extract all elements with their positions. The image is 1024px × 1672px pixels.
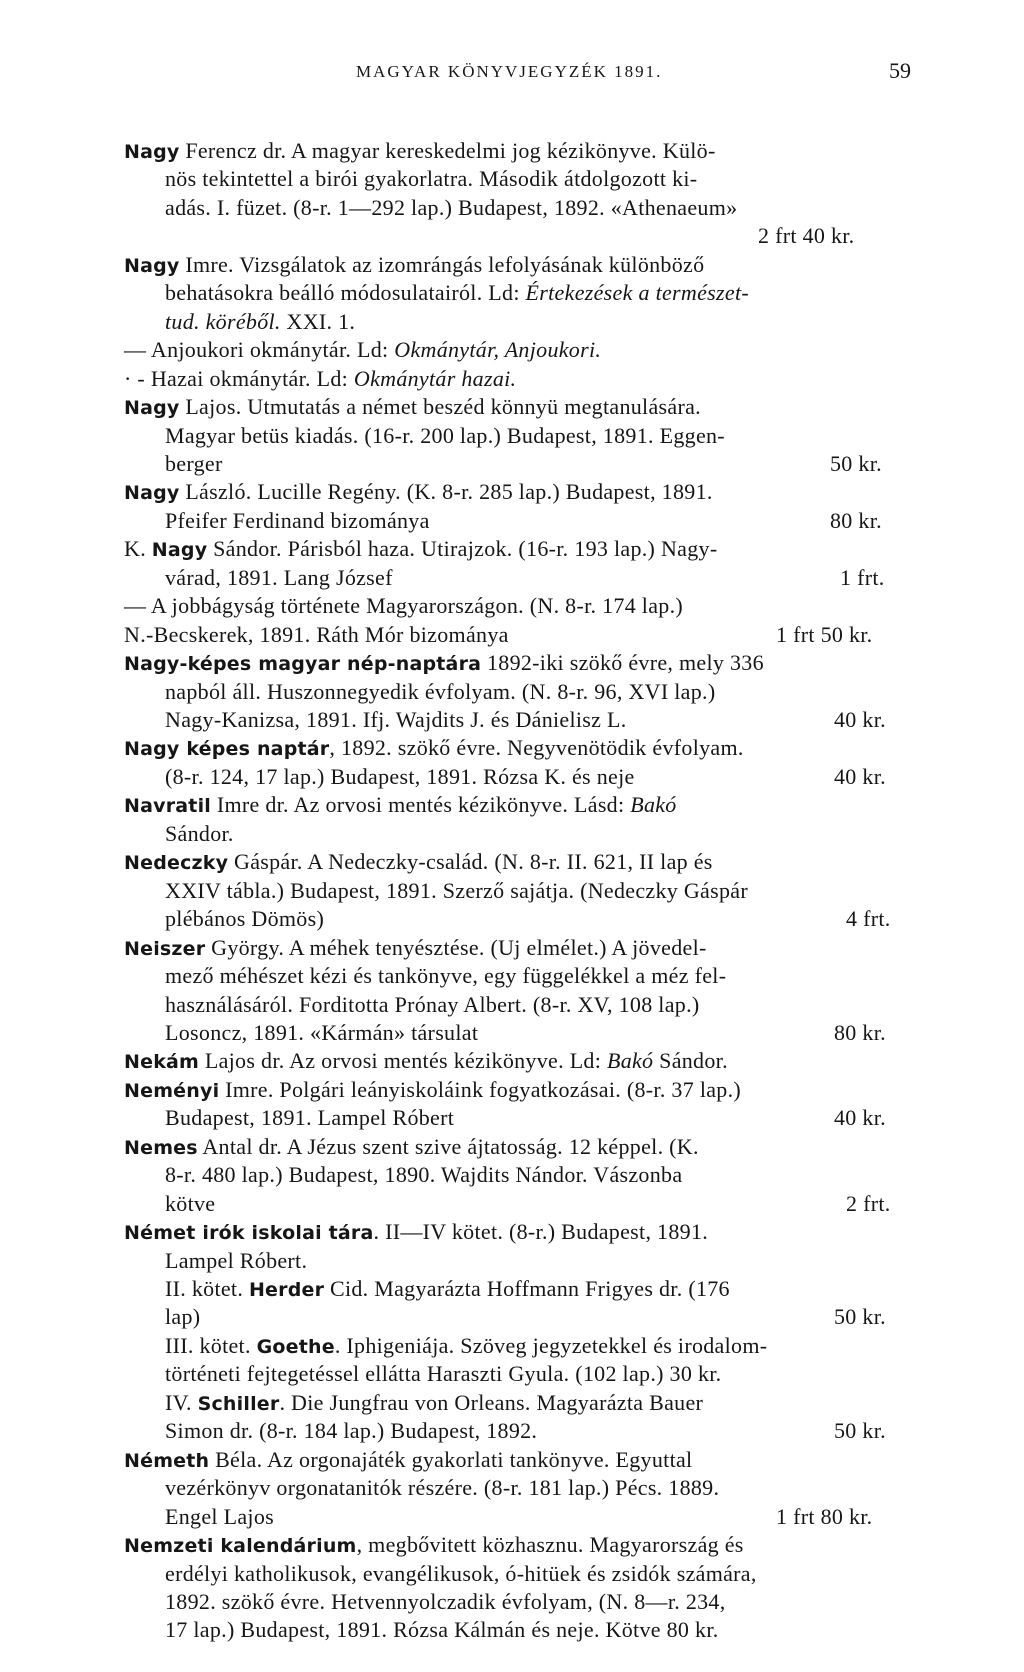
entry-keyword: Nekám — [124, 1051, 200, 1074]
text-line — [124, 848, 713, 876]
price: 50 kr. — [834, 1304, 886, 1330]
entry-keyword: Nagy — [124, 141, 180, 163]
entry-keyword: Schiller — [197, 1392, 280, 1415]
price: 40 kr. — [834, 763, 886, 789]
text-line — [124, 1076, 741, 1104]
line-text: Béla. Az orgonajáték gyakorlati tankönyve. Egyuttal — [209, 1446, 693, 1472]
running-title: MAGYAR KÖNYVJEGYZÉK 1891. — [356, 62, 663, 81]
text-line — [165, 450, 882, 478]
italic-reference: Értekezések a természet- — [525, 280, 749, 306]
text-line — [165, 1104, 886, 1132]
line-text: — A jobbágyság története Magyarországon. (N. 8-r. 174 lap.) — [124, 593, 684, 619]
italic-reference: Okmánytár hazai. — [353, 365, 517, 391]
text-line — [124, 1531, 744, 1559]
text-line — [165, 1616, 719, 1644]
entry-keyword: Nagy képes naptár — [124, 738, 330, 761]
line-text: Budapest, 1891. Lampel Róbert — [165, 1105, 455, 1131]
line-text: napból áll. Huszonnegyedik évfolyam. (N. 8-r. 96, XVI lap.) — [165, 678, 716, 704]
line-text: N.-Becskerek, 1891. Ráth Mór bizománya — [124, 621, 509, 647]
text-line — [165, 279, 749, 307]
text-line — [165, 962, 726, 990]
line-text: Lajos. Utmutatás a német beszéd könnyü megtanulására. — [179, 394, 701, 420]
line-text: . II—IV kötet. (8-r.) Budapest, 1891. — [373, 1219, 709, 1245]
line-text: Imre dr. Az orvosi mentés kézikönyve. Lásd: — [211, 792, 631, 818]
italic-reference: Bakó — [630, 792, 677, 818]
text-line — [124, 336, 601, 364]
line-text: Lajos dr. Az orvosi mentés kézikönyve. Ld: — [199, 1048, 607, 1074]
line-text: 8-r. 480 lap.) Budapest, 1890. Wajdits Nándor. Vászonba — [165, 1162, 683, 1188]
line-text: XXIV tábla.) Budapest, 1891. Szerző sajátja. (Nedeczky Gáspár — [165, 877, 748, 903]
line-text: , megbővitett közhasznu. Magyarország és — [356, 1532, 744, 1558]
text-line — [165, 165, 697, 193]
text-line — [165, 1190, 891, 1218]
line-text: Sándor. — [653, 1048, 728, 1074]
line-text: II. kötet. — [165, 1276, 249, 1301]
line-text: nös tekintettel a birói gyakorlatra. Második átdolgozott ki- — [165, 166, 698, 192]
text-line — [165, 507, 882, 535]
price: 80 kr. — [830, 507, 882, 533]
text-line — [165, 1474, 719, 1502]
entry-keyword: Nedeczky — [124, 852, 229, 875]
entry-keyword: Németh — [124, 1449, 210, 1472]
line-text: Antal dr. A Jézus szent szive ájtatosság. 12 képpel. (K. — [197, 1133, 699, 1159]
line-text: várad, 1891. Lang József — [165, 564, 393, 590]
text-line — [165, 1389, 703, 1417]
text-line — [124, 365, 516, 393]
italic-reference: Okmánytár, Anjoukori. — [394, 337, 602, 363]
line-text: . Die Jungfrau von Orleans. Magyarázta Bauer — [279, 1389, 704, 1415]
text-line — [165, 1360, 721, 1388]
line-text: Magyar betüs kiadás. (16-r. 200 lap.) Budapest, 1891. Eggen- — [165, 422, 725, 448]
price: 50 kr. — [834, 1418, 886, 1444]
text-line — [124, 649, 764, 677]
line-text: kötve — [165, 1190, 216, 1216]
line-text: (8-r. 124, 17 lap.) Budapest, 1891. Rózsa K. és neje — [165, 763, 635, 789]
text-line — [124, 734, 744, 762]
entry-keyword: Nagy-képes magyar nép-naptára — [124, 653, 482, 676]
price: 1 frt. — [840, 564, 885, 590]
text-line — [165, 194, 737, 222]
line-text: K. — [124, 536, 152, 562]
price: 2 frt. — [846, 1190, 891, 1216]
line-text: Sándor. — [165, 820, 234, 846]
price: 4 frt. — [846, 906, 891, 932]
text-line — [165, 763, 886, 791]
line-text: adás. I. füzet. (8-r. 1—292 lap.) Budapest, 1892. «Athenaeum» — [165, 194, 738, 220]
line-text: Gáspár. A Nedeczky-család. (N. 8-r. II. 621, II lap és — [228, 849, 713, 875]
text-line — [124, 251, 704, 279]
text-line — [165, 1247, 307, 1275]
line-text: plébános Dömös) — [165, 906, 325, 932]
text-line — [124, 934, 707, 962]
entry-keyword: Nemzeti kalendárium — [124, 1535, 357, 1558]
text-line — [124, 621, 873, 649]
text-line — [165, 1332, 767, 1360]
price: 50 kr. — [830, 450, 882, 476]
price: 2 frt 40 kr. — [758, 223, 855, 249]
price: 40 kr. — [834, 707, 886, 732]
price: 80 kr. — [834, 1019, 886, 1045]
text-line — [165, 820, 234, 848]
entry-keyword: Nemes — [124, 1136, 198, 1159]
line-text: IV. — [165, 1389, 198, 1415]
line-text: . Iphigeniája. Szöveg jegyzetekkel és irodalom- — [334, 1332, 768, 1358]
text-line — [165, 422, 725, 450]
line-text: történeti fejtegetéssel ellátta Haraszti Gyula. (102 lap.) 30 kr. — [165, 1361, 722, 1387]
text-line — [165, 905, 891, 933]
text-line — [165, 1560, 757, 1588]
entry-keyword: Nagy — [124, 397, 180, 420]
text-line — [165, 1275, 730, 1303]
entry-keyword: Nagy — [151, 539, 208, 562]
line-text: 1892-iki szökő évre, mely 336 — [481, 650, 764, 676]
text-line — [124, 791, 677, 819]
line-text: Losoncz, 1891. «Kármán» társulat — [165, 1019, 479, 1045]
text-line — [165, 706, 886, 734]
text-line — [165, 991, 700, 1019]
line-text: III. kötet. — [165, 1332, 257, 1358]
text-line — [124, 1446, 692, 1474]
text-line — [165, 308, 355, 336]
line-text: behatásokra beálló módosulatairól. Ld: — [165, 280, 526, 306]
price: 40 kr. — [834, 1105, 886, 1131]
line-text: Simon dr. (8-r. 184 lap.) Budapest, 1892. — [165, 1418, 538, 1444]
line-text: György. A méhek tenyésztése. (Uj elmélet.) A jövedel- — [205, 934, 707, 960]
line-text: Cid. Magyarázta Hoffmann Frigyes dr. (176 — [324, 1276, 730, 1301]
text-line — [165, 877, 748, 905]
line-text: Imre. Polgári leányiskoláink fogyatkozásai. (8-r. 37 lap.) — [219, 1076, 742, 1102]
line-text: lap) — [165, 1304, 201, 1330]
price: 1 frt 50 kr. — [776, 621, 873, 647]
entry-keyword: Navratil — [124, 795, 212, 818]
entry-keyword: Herder — [248, 1279, 325, 1301]
entry-keyword: Neményi — [124, 1079, 220, 1102]
text-line — [165, 678, 715, 706]
text-line — [165, 1019, 886, 1047]
page-number: 59 — [889, 58, 911, 83]
text-line — [165, 1503, 873, 1531]
text-line — [124, 535, 717, 563]
text-line — [124, 592, 683, 620]
line-text: Ferencz dr. A magyar kereskedelmi jog kézikönyve. Külö- — [179, 138, 716, 163]
text-line — [124, 1133, 699, 1161]
line-text: · - Hazai okmánytár. Ld: — [124, 365, 354, 391]
line-text: , 1892. szökő évre. Negyvenötödik évfolyam. — [329, 735, 744, 761]
text-line — [124, 137, 716, 165]
line-text: László. Lucille Regény. (K. 8-r. 285 lap.) Budapest, 1891. — [179, 479, 713, 505]
line-text: berger — [165, 450, 223, 476]
text-line — [165, 1303, 886, 1331]
line-text: — Anjoukori okmánytár. Ld: — [124, 337, 395, 363]
line-text: Pfeifer Ferdinand bizománya — [165, 507, 430, 533]
text-line — [165, 564, 885, 592]
italic-reference: tud. köréből. — [165, 308, 281, 334]
line-text: Engel Lajos — [165, 1503, 274, 1529]
text-line — [124, 1047, 728, 1075]
line-text: Sándor. Párisból haza. Utirajzok. (16-r. 193 lap.) Nagy- — [207, 536, 718, 562]
line-text: XXI. 1. — [280, 308, 356, 334]
text-line — [124, 1218, 708, 1246]
price: 1 frt 80 kr. — [776, 1503, 873, 1529]
line-text: 17 lap.) Budapest, 1891. Rózsa Kálmán és neje. Kötve 80 kr. — [165, 1617, 719, 1643]
line-text: vezérkönyv orgonatanitók részére. (8-r. 181 lap.) Pécs. 1889. — [165, 1475, 720, 1501]
text-line — [124, 393, 701, 421]
text-line — [165, 1417, 886, 1445]
text-line — [124, 478, 713, 506]
line-text: 1892. szökő évre. Hetvennyolczadik évfolyam, (N. 8—r. 234, — [165, 1588, 726, 1614]
entry-keyword: Nagy — [124, 482, 180, 505]
entry-keyword: Német irók iskolai tára — [124, 1222, 374, 1245]
line-text: Nagy-Kanizsa, 1891. Ifj. Wajdits J. és Dánielisz L. — [165, 707, 627, 732]
line-text: használásáról. Forditotta Prónay Albert. (8-r. XV, 108 lap.) — [165, 991, 700, 1017]
entry-keyword: Goethe — [256, 1335, 335, 1358]
text-line — [165, 1588, 726, 1616]
line-text: erdélyi katholikusok, evangélikusok, ó-hitüek és zsidók számára, — [165, 1560, 757, 1586]
entry-keyword: Nagy — [124, 254, 180, 277]
line-text: Imre. Vizsgálatok az izomrángás lefolyásának különböző — [179, 251, 705, 277]
text-line — [165, 1161, 682, 1189]
entry-keyword: Neiszer — [124, 937, 206, 960]
italic-reference: Bakó — [606, 1048, 654, 1074]
line-text: Lampel Róbert. — [165, 1247, 308, 1273]
line-text: mező méhészet kézi és tankönyve, egy függelékkel a méz fel- — [165, 963, 727, 989]
